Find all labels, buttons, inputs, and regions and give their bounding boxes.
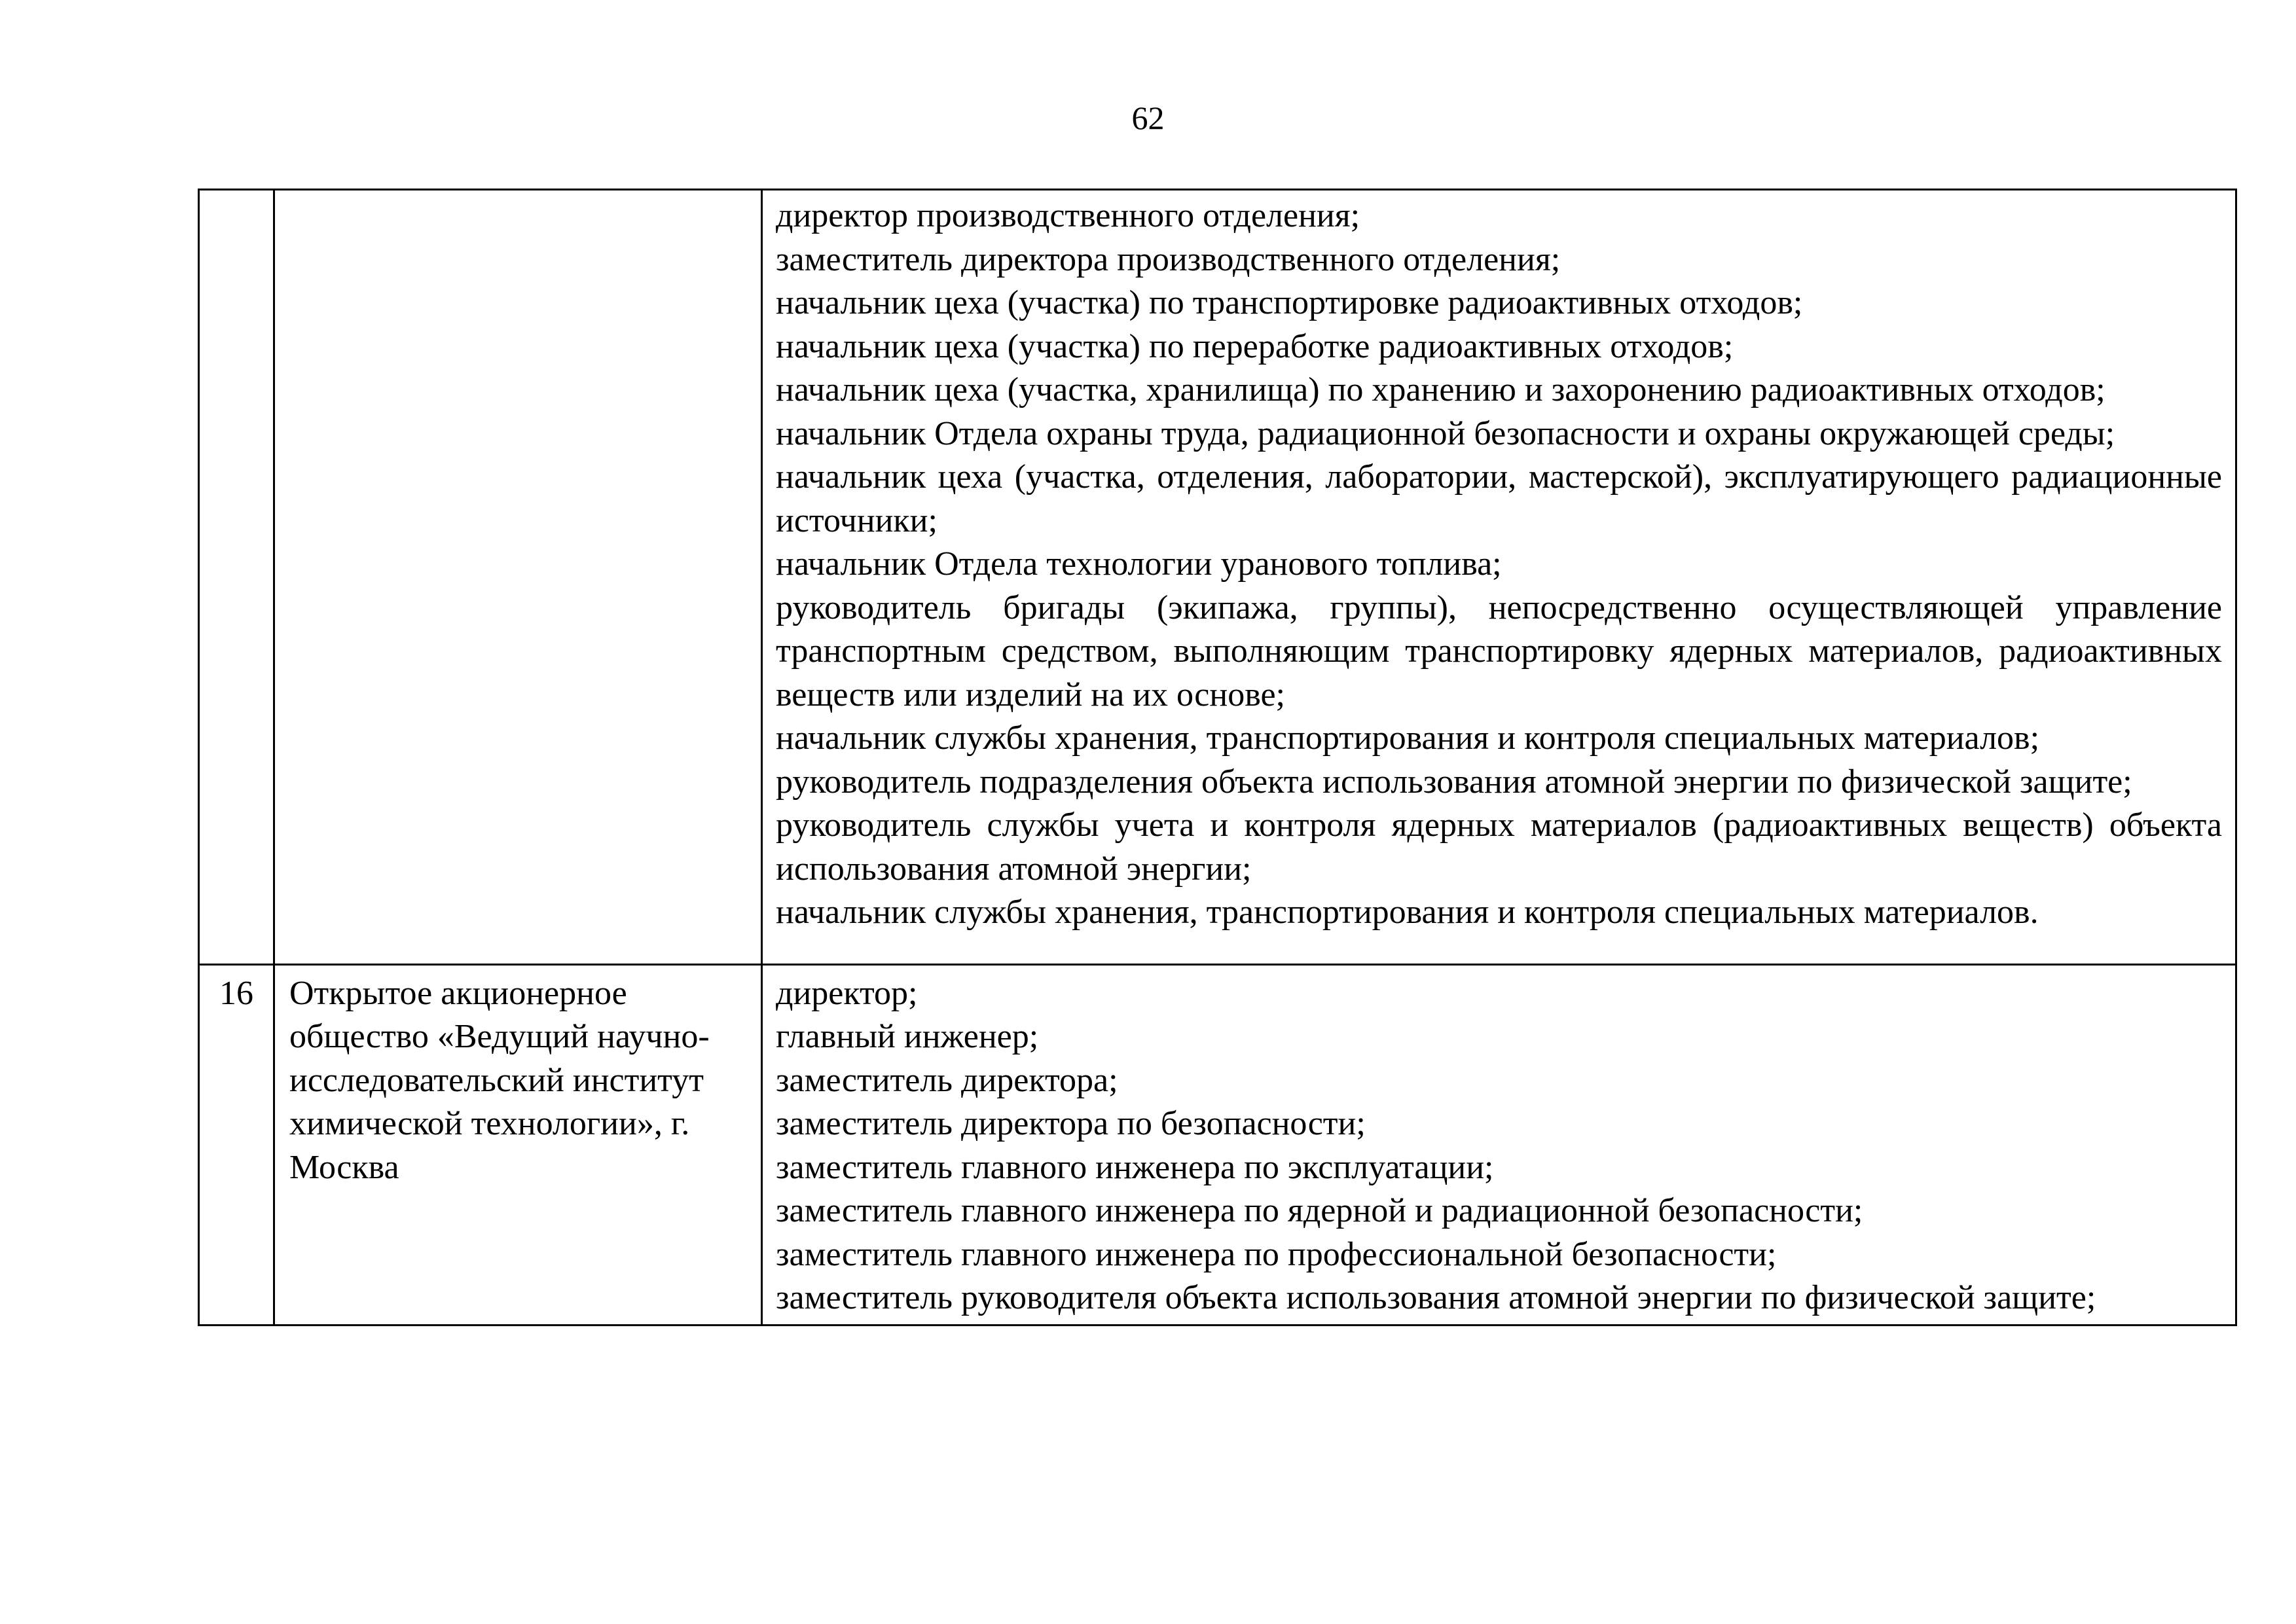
table-row — [199, 190, 2236, 965]
position-item: заместитель директора; — [776, 1061, 1118, 1099]
row-number-cell — [199, 190, 274, 965]
positions-cell — [762, 190, 2236, 965]
position-item: главный инженер; — [776, 1018, 1039, 1055]
position-item: начальник службы хранения, транспортирования и контроля специальных материалов; — [776, 719, 2040, 757]
position-item: начальник цеха (участка, отделения, лаборатории, мастерской), эксплуатирующего радиационные источники; — [776, 458, 2222, 539]
position-item: заместитель директора по безопасности; — [776, 1105, 1366, 1142]
position-item: заместитель главного инженера по профессиональной безопасности; — [776, 1235, 1777, 1273]
organization-cell — [274, 964, 762, 1325]
position-item: начальник Отдела охраны труда, радиационной безопасности и охраны окружающей среды; — [776, 414, 2115, 452]
position-item: начальник цеха (участка) по транспортировке радиоактивных отходов; — [776, 284, 1803, 321]
position-item: руководитель бригады (экипажа, группы), непосредственно осуществляющей управление транспортным средством, выполняющим транспортировку ядерных материалов, радиоактивных веществ или изделий на их основе; — [776, 588, 2222, 713]
position-item: начальник Отдела технологии уранового топлива; — [776, 545, 1502, 583]
position-item: начальник цеха (участка) по переработке радиоактивных отходов; — [776, 327, 1734, 365]
position-item: руководитель службы учета и контроля ядерных материалов (радиоактивных веществ) объекта использования атомной энергии; — [776, 806, 2222, 888]
page-number: 62 — [1131, 99, 1165, 136]
position-item: заместитель директора производственного отделения; — [776, 240, 1561, 278]
position-item: заместитель главного инженера по эксплуатации; — [776, 1148, 1494, 1186]
organization-name: Открытое акционерное общество «Ведущий научно-исследовательский институт химической технологии», г. Москва — [289, 974, 710, 1186]
row-number-cell: 16 — [199, 964, 274, 1325]
table-row — [199, 964, 2236, 1325]
positions-cell — [762, 964, 2236, 1325]
position-item: директор производственного отделения; — [776, 197, 1360, 234]
position-item: директор; — [776, 974, 918, 1012]
position-item: руководитель подразделения объекта использования атомной энергии по физической защите; — [776, 763, 2132, 801]
position-item: начальник службы хранения, транспортирования и контроля специальных материалов. — [776, 893, 2039, 931]
position-item: начальник цеха (участка, хранилища) по хранению и захоронению радиоактивных отходов; — [776, 371, 2105, 408]
organization-cell — [274, 190, 762, 965]
position-item: заместитель руководителя объекта использования атомной энергии по физической защите; — [776, 1279, 2096, 1316]
positions-table — [198, 189, 2237, 1326]
position-item: заместитель главного инженера по ядерной и радиационной безопасности; — [776, 1192, 1863, 1229]
